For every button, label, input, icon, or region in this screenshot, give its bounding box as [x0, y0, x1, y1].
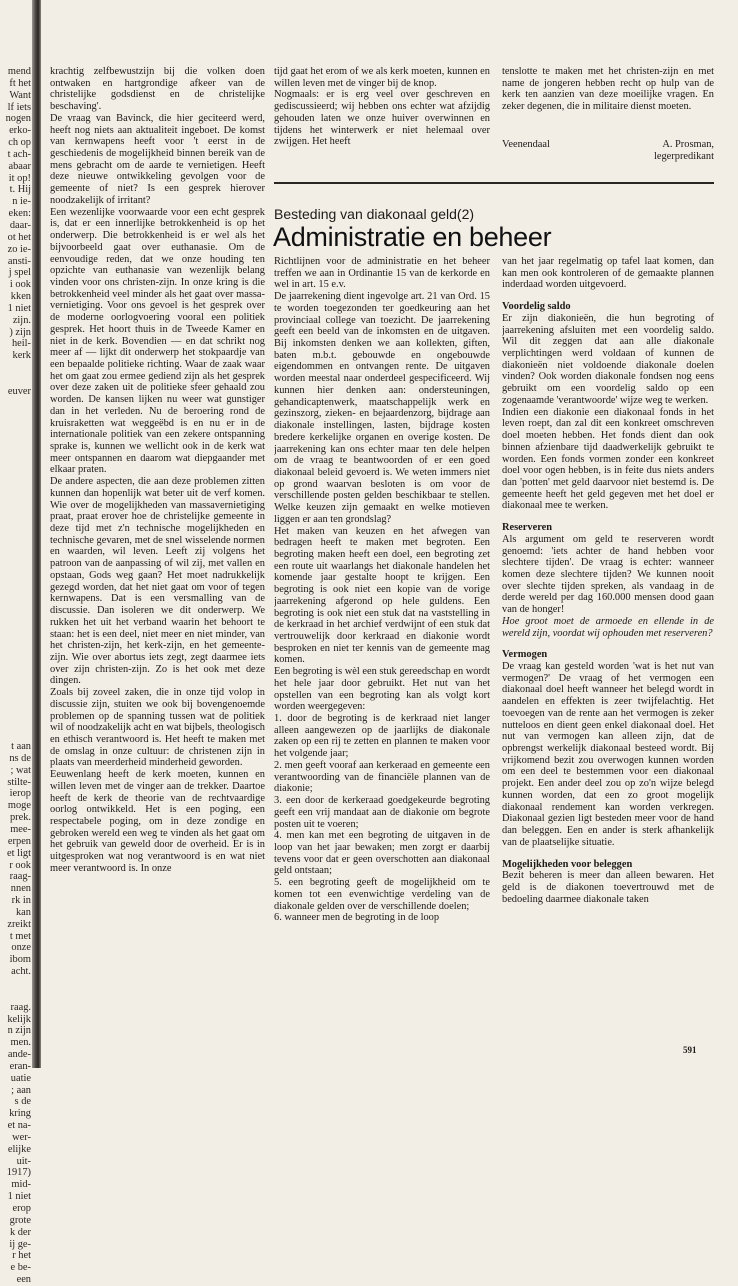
fragment-line — [0, 445, 31, 457]
fragment-line: mid- — [11, 1179, 31, 1191]
fragment-line — [0, 611, 31, 623]
paragraph: Indien een diakonie een diakonaal fonds in het leven roept, dan zal dit een konkreet omschreven doel moeten hebben. Het fonds dient dan ook binnen afzienbare tijd daadwerkelijk gebruikt te worden. Een fonds vormen zonder een konkreet doel voor ogen hebben, is in feite dus niets anders dan 'potten' met geld daarvoor niet bestemd is. De gemeente heeft het geld gegeven met het doel er diakonaal mee te werken. — [502, 406, 714, 512]
fragment-line: kring — [9, 1108, 31, 1120]
fragment-line: 1 niet — [7, 1191, 31, 1203]
column-continued-article-top-right — [502, 66, 714, 138]
subheading: Reserveren — [502, 522, 553, 534]
fragment-line — [0, 682, 31, 694]
fragment-line — [0, 717, 31, 729]
paragraph: Een wezenlijke voorwaarde voor een echt gesprek is, dat er een innerlijke betrokkenheid is op het onderwerp. Die betrokkenheid is er wel als het bijvoorbeeld gaat over euthanasie. Om de eenvoudige reden, dat we onze houding ten opzichte van euthanasie van wezenlijk belang vinden voor ons christen-zijn. In onze kring is die betrokkenheid veel minder als het gaat over massa-vernietiging. Voor ons gevoel is het gesprek over de moderne oorlogvoering vooral een politiek gesprek. Het hoort thuis in de Tweede Kamer en niet in de kerk. Bovendien — en dat schrikt nog meer af — lijkt dit onderwerp het stokpaardje van een bepaalde politieke richting. Waar de zaak waar het om gaat zou ermee gediend zijn als het gesprek over deze zaken uit de politieke sfeer gehaald zou worden. De kansen lijken nu weer wat gunstiger dan in het verleden. Nu de beroering rond de kruisraketten wat weggeëbd is en nu er in de internationale politiek van een zekere ontspanning sprake is, kunnen we wellicht ook in de kerk wat meer ontspannen en daarom wat diepgaander met elkaar praten. — [50, 206, 265, 476]
fragment-line: t. Hij — [9, 184, 31, 196]
fragment-line: kan — [15, 906, 31, 918]
paragraph: Een begroting is wèl een stuk gereedschap en wordt het hele jaar door gebruikt. Het nut van het opstellen van een begroting kan als volgt kort worden weergegeven: — [274, 666, 490, 713]
fragment-line — [0, 990, 31, 1002]
fragment-line: eran- — [9, 1060, 31, 1072]
signature-role: legerpredikant — [653, 150, 714, 162]
fragment-line: euver — [7, 385, 31, 397]
fragment-line: r ook — [9, 859, 31, 871]
subheading: Vermogen — [502, 649, 548, 661]
paragraph: Als argument om geld te reserveren wordt genoemd: 'iets achter de hand hebben voor slechtere tijden'. De vraag is echter: wanneer komen deze slechtere tijden? We kunnen nooit over slechte tijden spreken, als vandaag in de derde wereld per dag 160.000 mensen dood gaan van de honger! — [502, 533, 714, 616]
article-column-left — [274, 256, 490, 1052]
fragment-line — [0, 552, 31, 564]
signature-name-block — [654, 139, 714, 162]
fragment-line — [0, 374, 31, 386]
fragment-line: kerk — [12, 350, 31, 362]
fragment-line: nogen — [5, 113, 31, 125]
fragment-line: ns de — [9, 752, 31, 764]
fragment-line: n zijn — [7, 1025, 31, 1037]
fragment-line: zijn. — [12, 314, 31, 326]
fragment-line: heil- — [11, 338, 31, 350]
fragment-line: men. — [10, 1037, 31, 1049]
fragment-line: eken: — [8, 208, 31, 220]
italic-paragraph: Hoe groot moet de armoede en ellende in de wereld zijn, voordat wij ophouden met reserveren? — [502, 615, 714, 639]
fragment-line: r het — [12, 1250, 31, 1262]
paragraph: 4. men kan met een begroting de uitgaven in de loop van het jaar bewaken; men zorgt er daarbij tevens voor dat er geen overschotten aan diakonaal geld ontstaan; — [274, 830, 490, 877]
fragment-line: erko- — [9, 125, 31, 137]
fragment-line: ; aan — [11, 1084, 31, 1096]
fragment-line — [0, 563, 31, 575]
paragraph: krachtig zelfbewustzijn bij die volken doen ontwaken en hartgrondige afkeer van de christelijke godsdienst en de christelijke beschaving'. — [50, 66, 265, 113]
fragment-line — [0, 623, 31, 635]
fragment-line: kken — [10, 291, 31, 303]
fragment-line — [0, 694, 31, 706]
fragment-line — [0, 469, 31, 481]
paragraph: 2. men geeft vooraf aan kerkeraad en gemeente een verantwoording van de financiële plannen van de diakonie; — [274, 759, 490, 795]
fragment-line: ft het — [9, 77, 31, 89]
page-number: 591 — [683, 1045, 697, 1055]
article-kicker: Besteding van diakonaal geld(2) — [274, 206, 475, 222]
fragment-line — [0, 492, 31, 504]
fragment-line: abaar — [8, 160, 31, 172]
paragraph: 6. wanneer men de begroting in de loop — [274, 912, 440, 924]
fragment-line: i ook — [9, 279, 31, 291]
subheading: Mogelijkheden voor beleggen — [502, 858, 633, 870]
fragment-line: daar- — [9, 219, 31, 231]
fragment-line: mee- — [10, 824, 31, 835]
signature-place: Veenendaal — [502, 139, 550, 150]
paragraph: Eeuwenlang heeft de kerk moeten, kunnen en willen leven met de vinger aan de trekker. Daartoe heeft de kerk de theorie van de rechtvaardige oorlog ontwikkeld. Het is een poging, een respectabele poging, om in deze zondige en gebroken wereld een weg te vinden als het gaat om het gebruik van geweld door de overheid. Er is in uitgesproken wat nog verantwoord is en wat niet meer verantwoord is. In onze — [50, 769, 265, 874]
fragment-line — [0, 457, 31, 469]
fragment-line: ande- — [7, 1049, 31, 1061]
fragment-line: t met — [9, 930, 31, 942]
fragment-line — [0, 729, 31, 741]
fragment-line: Want — [9, 89, 31, 101]
fragment-line: 1 niet — [7, 302, 31, 314]
fragment-line: lf iets — [7, 101, 31, 113]
fragment-line: kelijk — [7, 1013, 31, 1025]
fragment-line: e be- — [10, 1262, 31, 1274]
fragment-line: prek. — [9, 812, 31, 824]
column-continued-article-top-middle — [274, 66, 490, 178]
article-title: Administratie en beheer — [273, 222, 552, 252]
paragraph: Er zijn diakonieën, die hun begroting of jaarrekening afsluiten met een voordelig saldo. Wil dit zeggen dat aan alle diakonale verplichtingen werd voldaan of kunnen de diakonieën niet voldoende diakonale doelen vinden? Ook worden diakonale fondsen nog eens gebruikt om een voordelig saldo op een zogenaamde 'verantwoorde' wijze weg te werken. — [502, 312, 714, 406]
fragment-line: erop — [12, 1203, 31, 1214]
fragment-line: ij ge- — [9, 1238, 31, 1250]
fragment-line: zreikt — [7, 918, 31, 930]
fragment-line: et ligt — [7, 847, 31, 859]
fragment-line: grote — [9, 1214, 31, 1226]
paragraph: tijd gaat het erom of we als kerk moeten, kunnen en willen leven met de vinger bij de knop. — [274, 66, 490, 89]
paragraph: De vraag van Bavinck, die hier geciteerd werd, heeft nog niets aan aktualiteit ingeboet. De komst van kernwapens heeft voor 't eerst in de geschiedenis de mogelijkheid binnen bereik van de mens gebracht om de aarde te vernietigen. Heeft deze nieuwe ontwikkeling gevolgen voor de gemeente of niet? Is een gesprek hierover noodzakelijk of irritant? — [50, 112, 265, 206]
fragment-line — [0, 398, 31, 410]
fragment-line — [0, 599, 31, 611]
fragment-line: it op! — [8, 172, 31, 184]
fragment-line: ansti- — [7, 255, 31, 267]
fragment-line: uit- — [16, 1155, 31, 1167]
paragraph: Het maken van keuzen en het afwegen van bedragen heeft te maken met begroten. Een begroting maken heeft een doel, een begroting zet een route uit waarlangs het diakonale handelen het komende jaar gestalte hoopt te krijgen. Een begroting is ook niet een kopie van de vorige jaarrekening afgerond op hele guldens. Een begroting is ook niet een stuk dat na vaststelling in de kerkraad in het archief verdwijnt of een stuk dat vertrouwelijk door kerkraad en diakonie wordt besproken en niet ter kennis van de gemeente mag komen. — [274, 525, 490, 666]
fragment-line: raag- — [9, 871, 31, 883]
fragment-line — [0, 670, 31, 682]
fragment-line — [0, 421, 31, 433]
paragraph: 3. een door de kerkeraad goedgekeurde begroting geeft een vrij mandaat aan de diakonie om begrote posten uit te voeren; — [274, 795, 490, 830]
fragment-line — [0, 516, 31, 528]
fragment-line — [0, 481, 31, 493]
fragment-line: uatie — [10, 1072, 31, 1084]
subheading: Voordelig saldo — [502, 301, 571, 313]
fragment-line — [0, 409, 31, 421]
paragraph: Richtlijnen voor de administratie en het beheer treffen we aan in Ordinantie 15 van de kerkorde en wel in art. 15 e.v. — [274, 256, 490, 291]
fragment-line: n ie- — [12, 196, 31, 208]
fragment-line: s de — [14, 1096, 31, 1108]
fragment-line — [0, 504, 31, 516]
fragment-line — [0, 635, 31, 647]
fragment-line: nnen — [10, 883, 31, 895]
paragraph: tenslotte te maken met het christen-zijn en met name de jongeren hebben recht op hulp van de kerk ten aanzien van deze moeilijke vragen. En zeker degenen, die in militaire dienst moeten. — [502, 66, 714, 113]
fragment-line: et na- — [7, 1120, 31, 1132]
paragraph: Zoals bij zoveel zaken, die in onze tijd volop in discussie zijn, stuiten we ook bij bovengenoemde problemen op de spanning tussen wat de politiek wil of noodzakelijk acht en wat bijbels, theologisch en ethisch verantwoord is. Het heeft te maken met de omslag in onze cultuur: de christenen zijn in plaats van meerderheid minderheid geworden. — [50, 687, 265, 769]
fragment-line: t ach- — [7, 148, 31, 160]
fragment-line — [0, 540, 31, 552]
paragraph: Nogmaals: er is erg veel over geschreven en gediscussieerd; wij hebben ons echter wat afzijdig gehouden laten we onze huiver overwinnen en tijdens het winterwerk er niet helemaal over zwijgen. Het heeft — [274, 89, 490, 148]
column-continued-article — [50, 66, 265, 1051]
previous-page-column-fragment — [0, 66, 31, 1286]
paragraph: De jaarrekening dient ingevolge art. 21 van Ord. 15 te worden toegezonden ter goedkeuring aan het provinciaal college van toezicht. De jaarrekening geeft een beeld van de inkomsten en de uitgaven. Bij inkomsten denken we aan kollekten, giften, baten m.b.t. gebouwde en ongebouwde eigendommen en ontvangen rente. De uitgaven worden meestal naar onderdeel gespecificeerd. Wij kunnen hier denken aan: ondersteuningen, gehandicaptenwerk, maatschappelijk werk en gezinszorg, zieken- en bejaardenzorg, bijdrage aan diakonale instellingen, lasten, bijdrage kosten bredere kerkelijke organen en overige kosten. De jaarrekening kan ons echter maar ten dele helpen om de vraag te beantwoorden of er een goed diakonaal beleid gevoerd is. We weten immers niet op grond waarvan besloten is om voor de verschillende posten gelden beschikbaar te stellen. Welke keuzen zijn gemaakt en welke motieven liggen er aan ten grondslag? — [274, 291, 490, 525]
fragment-line: ierop — [9, 788, 31, 800]
signature-name: A. Prosman, — [662, 139, 714, 150]
fragment-line — [0, 706, 31, 718]
fragment-line: acht. — [11, 966, 31, 978]
section-divider — [274, 182, 714, 184]
fragment-line — [0, 587, 31, 599]
paragraph: van het jaar regelmatig op tafel laat komen, dan kan men ook kontroleren of de gemaakte plannen inderdaad worden uitgevoerd. — [502, 256, 714, 291]
fragment-line — [0, 433, 31, 445]
fragment-line: t aan — [11, 741, 31, 753]
fragment-line: raag. — [10, 1001, 31, 1013]
fragment-line — [0, 978, 31, 990]
fragment-line: mend — [7, 66, 31, 77]
fragment-line: elijke — [7, 1143, 31, 1155]
fragment-line — [0, 646, 31, 658]
fragment-line: zo ie- — [7, 243, 31, 255]
fragment-line — [0, 362, 31, 374]
fragment-line: moge — [7, 800, 31, 812]
fragment-line: ot het — [7, 231, 31, 243]
paragraph: De andere aspecten, die aan deze problemen zitten kunnen dan hopenlijk wat beter uit de verf komen. Wie over de mogelijkheden van massavernietiging praat, praat erover hoe de christelijke gemeente in deze tijd met z'n technische mogelijkheden en technische gevaren, met de snel wisselende normen en waarden, wil leven. Leeft zij volgens het patroon van de aanpassing of wil zij, met vallen en opstaan, Gods weg gaan? Het moet nadrukkelijk gezegd worden, dat het niet gaat om voor of tegen kernwapens. Dat is een versmalling van de discussie. Dan isoleren we dit onderwerp. We rukken het uit het verband waarin het behoort te staan: het is een deel, niet meer en niet minder, van het christen-zijn, het kerk-zijn, en het gemeente-zijn. Wie over abortus iets zegt, zegt daarmee iets over zijn christen-zijn. Zo is het ook met deze dingen. — [50, 476, 265, 687]
fragment-line: wer- — [12, 1131, 31, 1143]
fragment-line — [0, 528, 31, 540]
fragment-line: ; wat — [10, 764, 31, 776]
fragment-line: erpen — [7, 835, 31, 847]
paragraph: De vraag kan gesteld worden 'wat is het nut van vermogen?' De vraag of het vermogen een diakonaal doel heeft wanneer het belegd wordt in aandelen en effekten is zeer twijfelachtig. Het toevoegen van de rente aan het vermogen is zeker nutteloos en dient geen enkel diakonaal doel. Het nut van vermogen kan alleen zijn, dat de opbrengst werkelijk diakonaal besteed wordt. Bij vrijkomend bezit zou overwogen kunnen worden om een deel te bestemmen voor een diakonaal projekt. Een ander deel zou op zo'n wijze belegd kunnen worden, dat een zo groot mogelijk diakonaal rendement kan worden verkregen. Diakonaal gezien ligt besteden meer voor de hand dan beleggen. Een en ander is sterk afhankelijk van de plaatselijke situatie. — [502, 661, 714, 848]
fragment-line — [0, 658, 31, 670]
fragment-line — [0, 575, 31, 587]
paragraph: 5. een begroting geeft de mogelijkheid om te komen tot een evenwichtige verdeling van de diakonale gelden over de verschillende doelen; — [274, 877, 490, 912]
paragraph: Bezit beheren is meer dan alleen bewaren. Het geld is de diakonen toevertrouwd met de bedoeling daarmee diakonale taken — [502, 870, 714, 905]
fragment-line: rk in — [11, 895, 31, 907]
fragment-line: onze — [11, 942, 31, 954]
fragment-line: ibom — [9, 954, 31, 966]
fragment-line: j spel — [8, 267, 31, 279]
paragraph: 1. door de begroting is de kerkraad niet langer alleen aangewezen op de jaarlijks de diakonale zaken op een rij te zetten en plannen te maken voor het volgende jaar; — [274, 713, 490, 760]
fragment-line: een — [16, 1274, 31, 1286]
fragment-line: stilte- — [7, 776, 31, 788]
book-spine-gutter — [32, 0, 41, 1068]
fragment-line: ch op — [8, 137, 31, 149]
fragment-line: ) zijn — [9, 326, 31, 338]
fragment-line: k der — [9, 1226, 31, 1238]
fragment-line: 1917) — [6, 1167, 31, 1179]
article-column-right — [502, 256, 714, 1044]
